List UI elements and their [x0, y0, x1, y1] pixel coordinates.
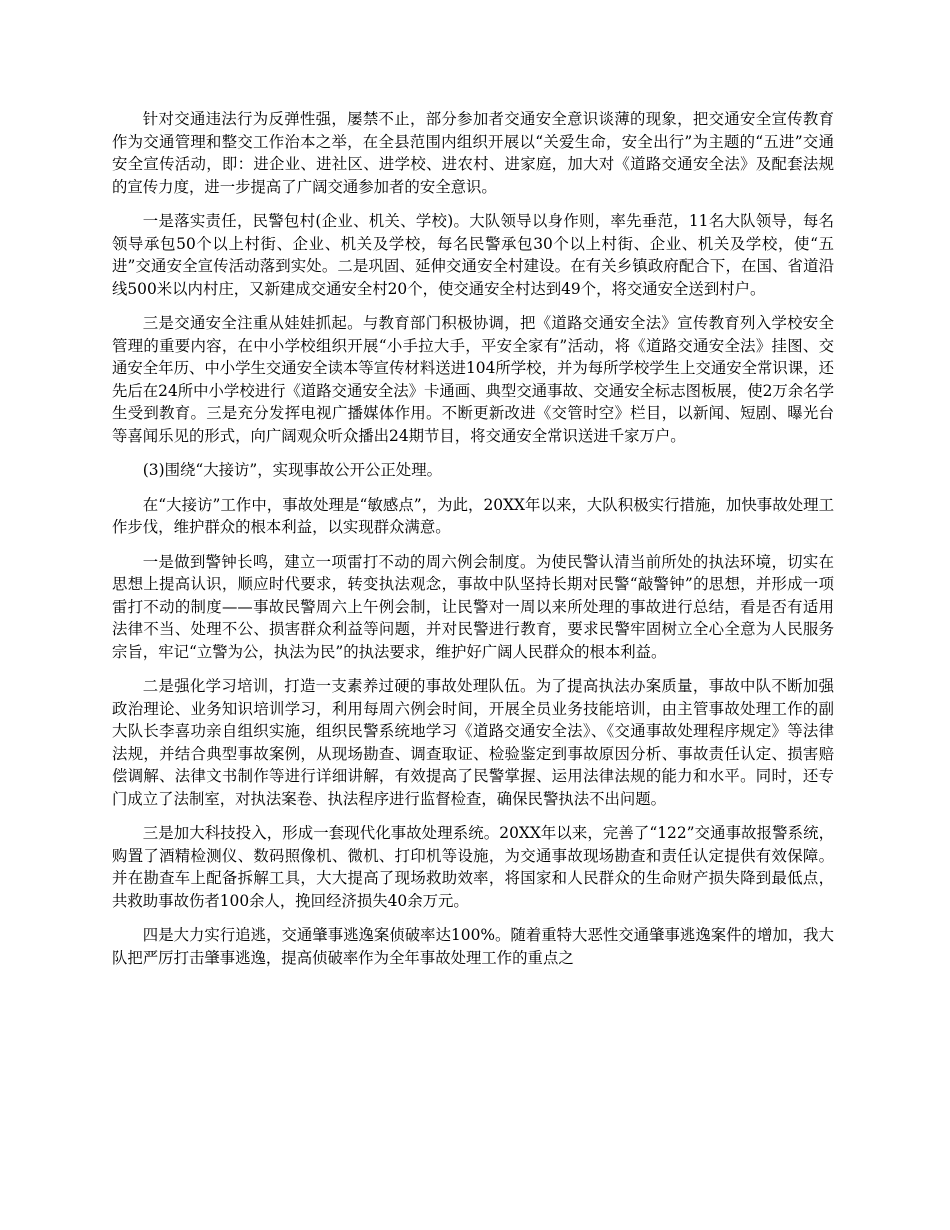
paragraph-school-education: 三是交通安全注重从娃娃抓起。与教育部门积极协调，把《道路交通安全法》宣传教育列入学校安全管理的重要内容，在中小学校组织开展“小手拉大手，平安全家有”活动，将《道路交通安全法》挂图、交通安全年历、中小学生交通安全读本等宣传材料送进104所学校，并为每所学校学生上交通安全常识课，还先后在24所中小学校进行《道路交通安全法》卡通画、典型交通事故、交通安全标志图板展，使2万余名学生受到教育。三是充分发挥电视广播媒体作用。不断更新改进《交管时空》栏目，以新闻、短剧、曝光台等喜闻乐见的形式，向广阔观众听众播出24期节目，将交通安全常识送进千家万户。 — [112, 314, 834, 445]
paragraph-intro: 针对交通违法行为反弹性强，屡禁不止，部分参加者交通安全意识谈薄的现象，把交通安全宣传教育作为交通管理和整交工作治本之举，在全县范围内组织开展以“关爱生命，安全出行”为主题的“五进”交通安全宣传活动，即：进企业、进社区、进学校、进农村、进家庭，加大对《道路交通安全法》及配套法规的宣传力度，进一步提高了广阔交通参加者的安全意识。 — [112, 110, 834, 196]
paragraph-training: 二是强化学习培训，打造一支素养过硬的事故处理队伍。为了提高执法办案质量，事故中队不断加强政治理论、业务知识培训学习，利用每周六例会时间，开展全员业务技能培训，由主管事故处理工作的副大队长李喜功亲自组织实施，组织民警系统地学习《道路交通安全法》、《交通事故处理程序规定》等法律法规，并结合典型事故案例，从现场勘查、调查取证、检验鉴定到事故原因分析、事故责任认定、损害赔偿调解、法律文书制作等进行详细讲解，有效提高了民警掌握、运用法律法规的能力和水平。同时，还专门成立了法制室，对执法案卷、执法程序进行监督检查，确保民警执法不出问题。 — [112, 677, 834, 808]
paragraph-weekly-meeting: 一是做到警钟长鸣，建立一项雷打不动的周六例会制度。为使民警认清当前所处的执法环境，切实在思想上提高认识，顺应时代要求，转变执法观念，事故中队坚持长期对民警“敲警钟”的思想，并形成一项雷打不动的制度——事故民警周六上午例会制，让民警对一周以来所处理的事故进行总结，看是否有适用法律不当、处理不公、损害群众利益等问题，并对民警进行教育，要求民警牢固树立全心全意为人民服务宗旨，牢记“立警为公，执法为民”的执法要求，维护好广阔人民群众的根本利益。 — [112, 552, 834, 661]
paragraph-responsibility: 一是落实责任，民警包村(企业、机关、学校)。大队领导以身作则，率先垂范，11名大队领导，每名领导承包50个以上村街、企业、机关及学校，每名民警承包30个以上村街、企业、机关及学校，使“五进”交通安全宣传活动落到实处。二是巩固、延伸交通安全村建设。在有关乡镇政府配合下，在国、省道沿线500米以内村庄，又新建成交通安全村20个，使交通安全村达到49个，将交通安全送到村户。 — [112, 212, 834, 298]
section-heading: (3)围绕“大接访”，实现事故公开公正处理。 — [142, 461, 442, 479]
paragraph-technology: 三是加大科技投入，形成一套现代化事故处理系统。20XX年以来，完善了“122”交通事故报警系统，购置了酒精检测仪、数码照像机、微机、打印机等设施，为交通事故现场勘查和责任认定提供有效保障。并在勘查车上配备拆解工具，大大提高了现场救助效率，将国家和人民群众的生命财产损失降到最低点，共救助事故伤者100余人，挽回经济损失40余万元。 — [112, 824, 834, 910]
paragraph-visits: 在“大接访”工作中，事故处理是“敏感点”，为此，20XX年以来，大队积极实行措施，加快事故处理工作步伐，维护群众的根本利益，以实现群众满意。 — [112, 495, 834, 536]
document-body — [112, 108, 834, 981]
paragraph-hit-and-run: 四是大力实行追逃，交通肇事逃逸案侦破率达100%。随着重特大恶性交通肇事逃逸案件的增加，我大队把严厉打击肇事逃逸，提高侦破率作为全年事故处理工作的重点之 — [112, 926, 834, 967]
